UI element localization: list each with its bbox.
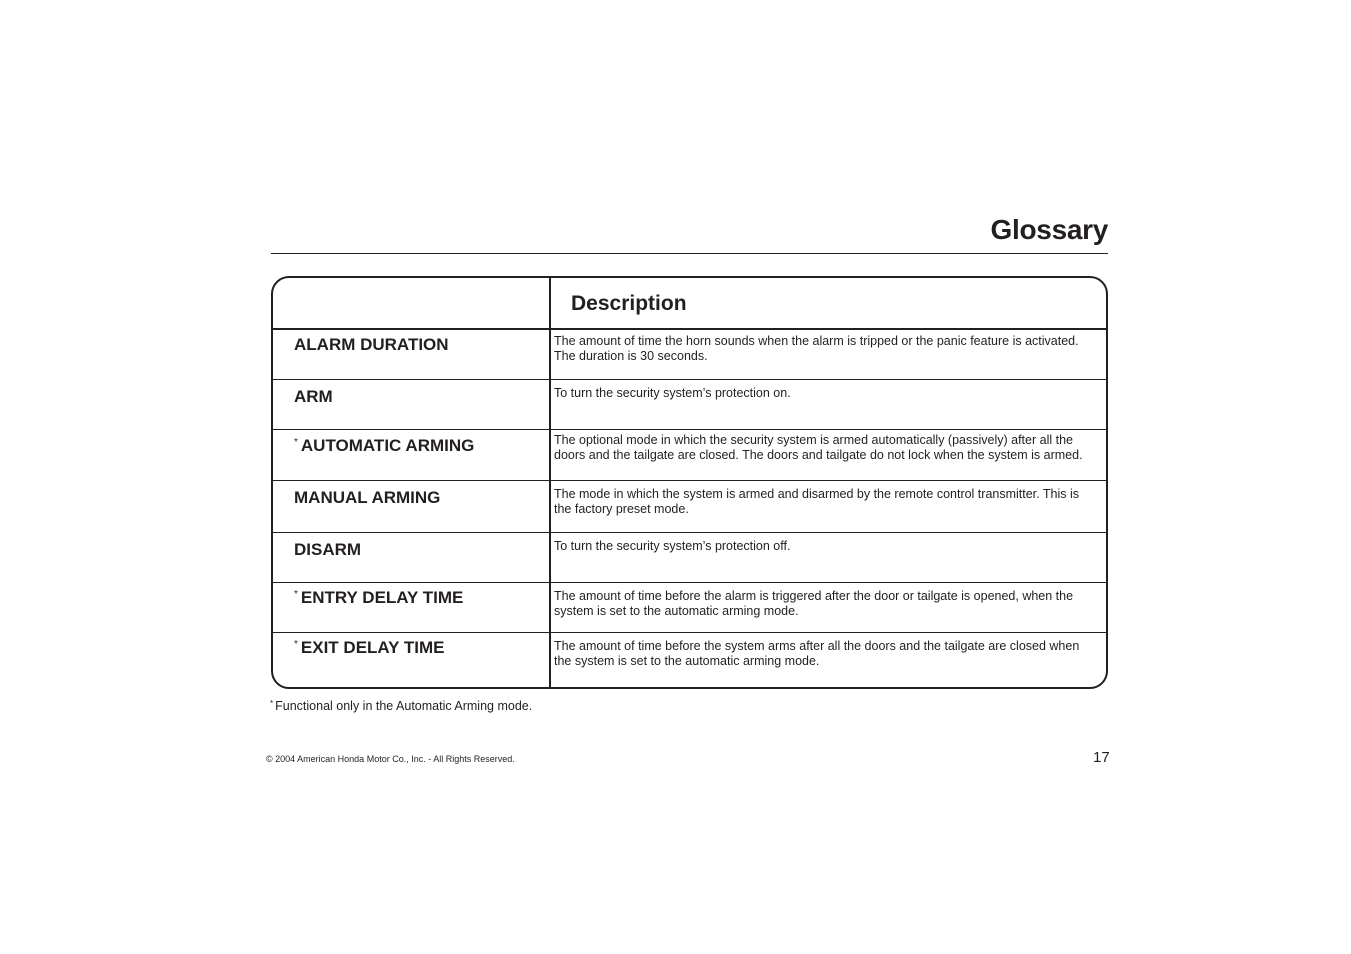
term-text: DISARM <box>294 540 362 559</box>
term-text: MANUAL ARMING <box>294 488 441 507</box>
title-rule <box>271 253 1108 254</box>
glossary-description: To turn the security system’s protection on. <box>554 386 791 400</box>
glossary-term <box>294 387 333 407</box>
term-text: AUTOMATIC ARMING <box>300 436 475 455</box>
table-row <box>273 633 1106 689</box>
glossary-term <box>294 436 474 456</box>
term-text: ARM <box>294 387 333 406</box>
page-number: 17 <box>1093 749 1110 766</box>
asterisk-marker: * <box>294 437 298 448</box>
table-header <box>273 278 1106 330</box>
footnote <box>270 699 532 713</box>
glossary-description: The optional mode in which the security system is armed automatically (passively) after all the doors and the tailgate are closed. The doors and tailgate do not lock when the system is armed. <box>554 433 1083 462</box>
asterisk-marker: * <box>294 589 298 600</box>
page-title: Glossary <box>990 214 1108 245</box>
glossary-term <box>294 638 445 658</box>
glossary-term <box>294 588 463 608</box>
column-divider <box>549 278 551 687</box>
term-text: ALARM DURATION <box>294 335 449 354</box>
glossary-description: The mode in which the system is armed and disarmed by the remote control transmitter. This is the factory preset mode. <box>554 487 1079 516</box>
term-text: ENTRY DELAY TIME <box>300 588 464 607</box>
glossary-description: The amount of time before the alarm is triggered after the door or tailgate is opened, when the system is set to the automatic arming mode. <box>554 589 1074 618</box>
table-row <box>273 481 1106 533</box>
description-column-header: Description <box>571 292 687 315</box>
glossary-term <box>294 488 440 508</box>
glossary-table <box>271 276 1108 689</box>
asterisk-marker: * <box>294 639 298 650</box>
glossary-term <box>294 335 449 355</box>
footnote-marker: * <box>270 699 274 708</box>
glossary-description: The amount of time before the system arms after all the doors and the tailgate are closed when the system is set to the automatic arming mode. <box>554 639 1080 668</box>
footnote-text: Functional only in the Automatic Arming mode. <box>275 699 533 713</box>
glossary-description: The amount of time the horn sounds when the alarm is tripped or the panic feature is activated. The duration is 30 seconds. <box>554 334 1079 363</box>
table-row <box>273 533 1106 583</box>
table-row <box>273 583 1106 633</box>
copyright-notice: © 2004 American Honda Motor Co., Inc. - All Rights Reserved. <box>266 754 515 764</box>
term-text: EXIT DELAY TIME <box>300 638 445 657</box>
glossary-term <box>294 540 361 560</box>
table-row <box>273 380 1106 430</box>
glossary-description: To turn the security system’s protection off. <box>554 539 791 553</box>
table-row <box>273 328 1106 380</box>
table-row <box>273 430 1106 481</box>
